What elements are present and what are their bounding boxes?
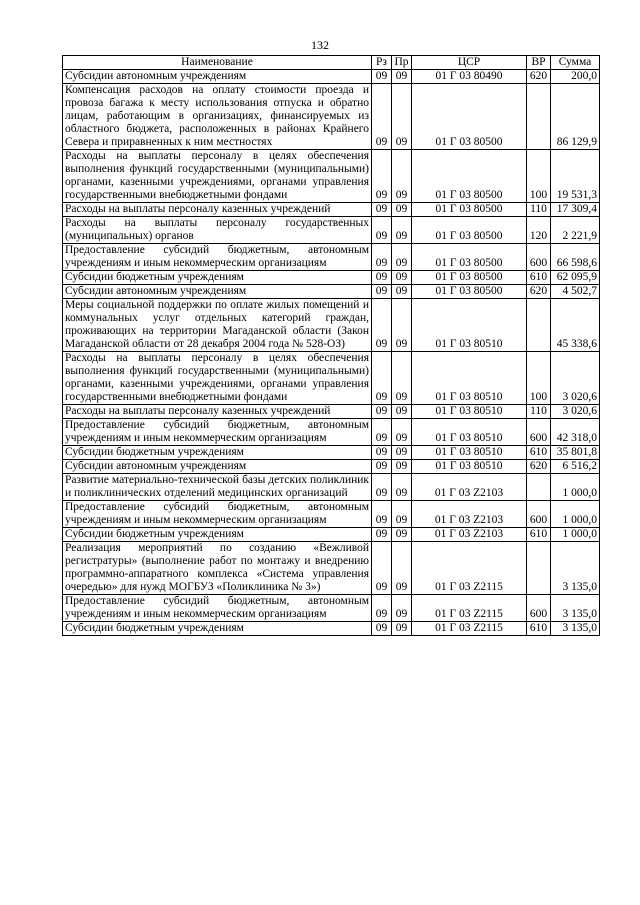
cell-csr: 01 Г 03 80510 [412,405,527,419]
cell-pr: 09 [392,622,412,636]
cell-sum: 42 318,0 [551,419,600,446]
cell-vr [527,542,551,595]
cell-sum: 3 135,0 [551,622,600,636]
cell-pr: 09 [392,405,412,419]
cell-vr [527,84,551,150]
cell-rz: 09 [372,299,392,352]
table-row [63,501,600,528]
cell-vr: 620 [527,285,551,299]
cell-name: Меры социальной поддержки по оплате жилых помещений и коммунальных услуг отдельных категорий граждан, проживающих на территории Магаданской области (Закон Магаданской области от 28 декабря 2004 года № 528-ОЗ) [63,299,372,352]
cell-csr: 01 Г 03 Z2115 [412,542,527,595]
cell-name: Предоставление субсидий бюджетным, автономным учреждениям и иным некоммерческим организациям [63,244,372,271]
cell-sum: 66 598,6 [551,244,600,271]
cell-sum: 3 135,0 [551,542,600,595]
column-header-csr: ЦСР [412,56,527,70]
column-header-sum: Сумма [551,56,600,70]
cell-rz: 09 [372,84,392,150]
cell-rz: 09 [372,595,392,622]
table-row [63,299,600,352]
cell-csr: 01 Г 03 80500 [412,285,527,299]
cell-pr: 09 [392,244,412,271]
cell-rz: 09 [372,217,392,244]
cell-name: Расходы на выплаты персоналу государственных (муниципальных) органов [63,217,372,244]
cell-sum: 19 531,3 [551,150,600,203]
table-row [63,405,600,419]
cell-pr: 09 [392,299,412,352]
cell-vr: 620 [527,70,551,84]
budget-table [62,55,600,636]
cell-vr: 610 [527,528,551,542]
cell-sum: 86 129,9 [551,84,600,150]
cell-pr: 09 [392,501,412,528]
cell-name: Расходы на выплаты персоналу в целях обеспечения выполнения функций государственными (муниципальными) органами, казенными учреждениями, органами управления государственными внебюджетными фондами [63,352,372,405]
cell-csr: 01 Г 03 80500 [412,271,527,285]
cell-csr: 01 Г 03 Z2103 [412,501,527,528]
cell-pr: 09 [392,150,412,203]
cell-pr: 09 [392,352,412,405]
cell-name: Расходы на выплаты персоналу в целях обеспечения выполнения функций государственными (муниципальными) органами, казенными учреждениями, органами управления государственными внебюджетными фондами [63,150,372,203]
cell-rz: 09 [372,150,392,203]
cell-pr: 09 [392,446,412,460]
cell-sum: 62 095,9 [551,271,600,285]
cell-pr: 09 [392,542,412,595]
table-row [63,595,600,622]
table-row [63,244,600,271]
cell-sum: 1 000,0 [551,501,600,528]
table-row [63,352,600,405]
cell-sum: 1 000,0 [551,474,600,501]
cell-csr: 01 Г 03 80510 [412,446,527,460]
column-header-vr: ВР [527,56,551,70]
table-row [63,203,600,217]
cell-name: Расходы на выплаты персоналу казенных учреждений [63,405,372,419]
cell-rz: 09 [372,352,392,405]
cell-vr: 110 [527,405,551,419]
table-row [63,542,600,595]
cell-rz: 09 [372,405,392,419]
cell-pr: 09 [392,460,412,474]
cell-rz: 09 [372,622,392,636]
cell-csr: 01 Г 03 80500 [412,244,527,271]
cell-name: Субсидии автономным учреждениям [63,70,372,84]
cell-rz: 09 [372,446,392,460]
cell-sum: 1 000,0 [551,528,600,542]
cell-pr: 09 [392,84,412,150]
cell-vr: 610 [527,446,551,460]
cell-csr: 01 Г 03 Z2115 [412,595,527,622]
cell-name: Развитие материально-технической базы детских поликлиник и поликлинических отделений медицинских организаций [63,474,372,501]
cell-name: Субсидии бюджетным учреждениям [63,271,372,285]
cell-rz: 09 [372,419,392,446]
cell-vr: 600 [527,244,551,271]
cell-sum: 45 338,6 [551,299,600,352]
cell-csr: 01 Г 03 Z2103 [412,474,527,501]
table-row [63,622,600,636]
cell-csr: 01 Г 03 80490 [412,70,527,84]
cell-rz: 09 [372,244,392,271]
cell-csr: 01 Г 03 80500 [412,150,527,203]
cell-csr: 01 Г 03 80510 [412,299,527,352]
table-row [63,70,600,84]
column-header-pr: Пр [392,56,412,70]
cell-vr [527,474,551,501]
cell-name: Предоставление субсидий бюджетным, автономным учреждениям и иным некоммерческим организациям [63,501,372,528]
cell-name: Субсидии бюджетным учреждениям [63,446,372,460]
cell-rz: 09 [372,528,392,542]
cell-rz: 09 [372,203,392,217]
table-row [63,446,600,460]
cell-rz: 09 [372,474,392,501]
cell-name: Реализация мероприятий по созданию «Вежливой регистратуры» (выполнение работ по монтажу и внедрению программно-аппаратного комплекса «Система управления очередью» для нужд МОГБУЗ «Поликлиника № 3») [63,542,372,595]
cell-pr: 09 [392,474,412,501]
cell-vr: 610 [527,271,551,285]
cell-pr: 09 [392,595,412,622]
table-row [63,150,600,203]
cell-vr: 100 [527,352,551,405]
cell-vr [527,299,551,352]
cell-pr: 09 [392,203,412,217]
cell-pr: 09 [392,70,412,84]
table-row [63,474,600,501]
cell-sum: 35 801,8 [551,446,600,460]
cell-rz: 09 [372,501,392,528]
cell-csr: 01 Г 03 Z2103 [412,528,527,542]
cell-pr: 09 [392,285,412,299]
table-row [63,271,600,285]
cell-name: Субсидии бюджетным учреждениям [63,528,372,542]
page-number: 132 [311,38,329,52]
cell-vr: 600 [527,595,551,622]
column-header-name: Наименование [63,56,372,70]
cell-rz: 09 [372,460,392,474]
cell-vr: 100 [527,150,551,203]
cell-name: Компенсация расходов на оплату стоимости проезда и провоза багажа к месту использования отпуска и обратно лицам, работающим в организациях, финансируемых из областного бюджета, расположенных в районах Крайнего Севера и приравненных к ним местностях [63,84,372,150]
table-body [63,70,600,636]
cell-sum: 4 502,7 [551,285,600,299]
table-row [63,460,600,474]
cell-csr: 01 Г 03 Z2115 [412,622,527,636]
table-row [63,217,600,244]
table-row [63,285,600,299]
cell-vr: 610 [527,622,551,636]
cell-sum: 3 020,6 [551,352,600,405]
cell-name: Расходы на выплаты персоналу казенных учреждений [63,203,372,217]
table-header-row [63,56,600,70]
table-row [63,419,600,446]
cell-csr: 01 Г 03 80500 [412,217,527,244]
cell-sum: 2 221,9 [551,217,600,244]
cell-csr: 01 Г 03 80510 [412,460,527,474]
cell-rz: 09 [372,70,392,84]
cell-csr: 01 Г 03 80500 [412,84,527,150]
cell-rz: 09 [372,285,392,299]
cell-name: Субсидии автономным учреждениям [63,460,372,474]
cell-sum: 6 516,2 [551,460,600,474]
cell-pr: 09 [392,528,412,542]
cell-rz: 09 [372,542,392,595]
cell-csr: 01 Г 03 80510 [412,352,527,405]
cell-sum: 3 135,0 [551,595,600,622]
cell-vr: 600 [527,419,551,446]
cell-name: Субсидии автономным учреждениям [63,285,372,299]
cell-vr: 620 [527,460,551,474]
cell-sum: 3 020,6 [551,405,600,419]
cell-name: Субсидии бюджетным учреждениям [63,622,372,636]
cell-csr: 01 Г 03 80510 [412,419,527,446]
cell-vr: 120 [527,217,551,244]
cell-pr: 09 [392,271,412,285]
table-row [63,84,600,150]
cell-sum: 200,0 [551,70,600,84]
cell-name: Предоставление субсидий бюджетным, автономным учреждениям и иным некоммерческим организациям [63,419,372,446]
cell-rz: 09 [372,271,392,285]
table-row [63,528,600,542]
cell-pr: 09 [392,419,412,446]
cell-name: Предоставление субсидий бюджетным, автономным учреждениям и иным некоммерческим организациям [63,595,372,622]
cell-pr: 09 [392,217,412,244]
cell-vr: 110 [527,203,551,217]
cell-vr: 600 [527,501,551,528]
column-header-rz: Рз [372,56,392,70]
cell-csr: 01 Г 03 80500 [412,203,527,217]
cell-sum: 17 309,4 [551,203,600,217]
